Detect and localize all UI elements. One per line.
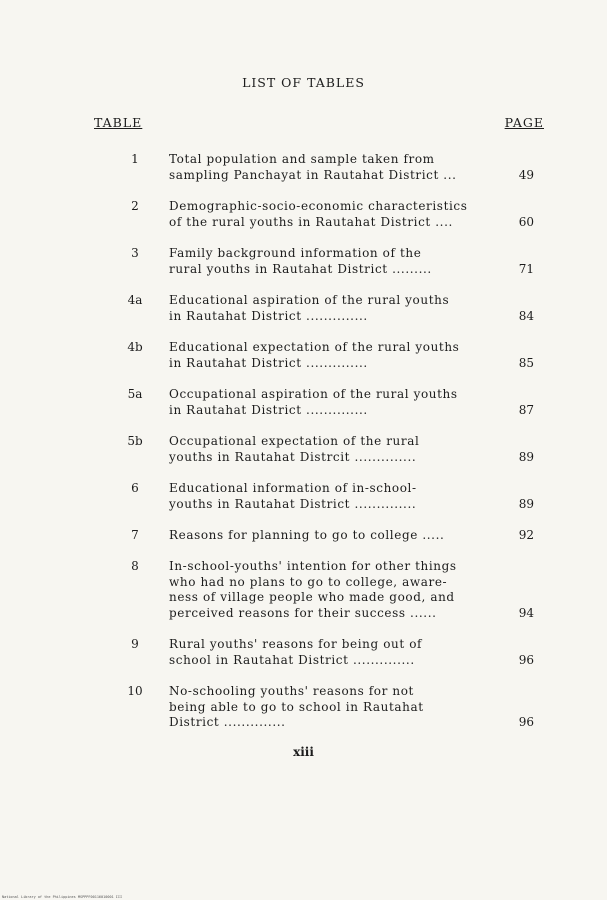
table-number: 5a bbox=[127, 387, 143, 401]
table-number: 4b bbox=[127, 340, 143, 354]
table-page-number: 94 bbox=[518, 605, 534, 620]
table-page-number: 96 bbox=[518, 652, 534, 667]
table-title-line: in Rautahat District .............. bbox=[169, 402, 368, 417]
table-title bbox=[169, 559, 489, 621]
table-number: 1 bbox=[131, 152, 139, 166]
table-title-line: youths in Rautahat District .............. bbox=[169, 496, 417, 511]
table-title-line: being able to go to school in Rautahat bbox=[169, 699, 424, 714]
table-page-number: 89 bbox=[518, 449, 534, 464]
table-title-line: youths in Rautahat Distrcit .............. bbox=[169, 449, 417, 464]
table-page-number: 89 bbox=[518, 496, 534, 511]
table-page-number: 49 bbox=[518, 167, 534, 182]
table-title bbox=[169, 481, 489, 512]
table-page-number: 71 bbox=[518, 261, 534, 276]
table-title-line: in Rautahat District .............. bbox=[169, 355, 368, 370]
table-title-line: ness of village people who made good, and bbox=[169, 590, 455, 604]
table-title-line: Total population and sample taken from bbox=[169, 152, 435, 166]
page-column-header: PAGE bbox=[504, 115, 544, 130]
table-page-number: 96 bbox=[518, 715, 534, 729]
table-title-line: In-school-youths' intention for other things bbox=[169, 559, 457, 573]
table-title-line: rural youths in Rautahat District ......... bbox=[169, 261, 432, 276]
table-title bbox=[169, 152, 489, 183]
table-title-line: school in Rautahat District .............. bbox=[169, 652, 415, 667]
table-title bbox=[169, 637, 489, 668]
table-title-line: Occupational expectation of the rural bbox=[169, 434, 420, 448]
table-title-line: of the rural youths in Rautahat District .... bbox=[169, 214, 453, 229]
table-title bbox=[169, 684, 489, 731]
table-title-line: Demographic-socio-economic characteristics bbox=[169, 199, 468, 213]
table-title bbox=[169, 246, 489, 277]
table-title-line: District .............. bbox=[169, 715, 286, 729]
table-title-line: Educational information of in-school- bbox=[169, 481, 417, 495]
table-title-line: perceived reasons for their success ...... bbox=[169, 605, 437, 620]
table-title bbox=[169, 293, 489, 324]
table-page-number: 87 bbox=[518, 402, 534, 417]
table-number: 10 bbox=[127, 684, 143, 698]
table-page-number: 85 bbox=[518, 355, 534, 370]
table-title bbox=[169, 199, 489, 230]
table-title-line: in Rautahat District .............. bbox=[169, 308, 368, 323]
table-title bbox=[169, 340, 489, 371]
table-page-number: 84 bbox=[518, 308, 534, 323]
table-title-line: Educational expectation of the rural youths bbox=[169, 340, 460, 354]
table-title-line: Family background information of the bbox=[169, 246, 422, 260]
table-title bbox=[169, 387, 489, 418]
table-title-line: Educational aspiration of the rural youths bbox=[169, 293, 450, 307]
table-page-number: 92 bbox=[518, 528, 534, 542]
page-title: LIST OF TABLES bbox=[242, 75, 365, 90]
table-number: 2 bbox=[131, 199, 139, 213]
table-title-line: sampling Panchayat in Rautahat District ... bbox=[169, 167, 457, 182]
table-number: 4a bbox=[127, 293, 143, 307]
table-column-header: TABLE bbox=[94, 115, 143, 130]
table-number: 7 bbox=[131, 528, 139, 542]
table-number: 8 bbox=[131, 559, 139, 573]
table-number: 6 bbox=[131, 481, 139, 495]
table-title-line: Occupational aspiration of the rural youths bbox=[169, 387, 458, 401]
table-page-number: 60 bbox=[518, 214, 534, 229]
table-title-line: who had no plans to go to college, aware- bbox=[169, 574, 448, 589]
table-title bbox=[169, 528, 489, 544]
table-title bbox=[169, 434, 489, 465]
table-number: 9 bbox=[131, 637, 139, 651]
table-title-line: Rural youths' reasons for being out of bbox=[169, 637, 423, 651]
page-number: xiii bbox=[293, 745, 314, 759]
table-title-line: No-schooling youths' reasons for not bbox=[169, 684, 414, 698]
table-number: 5b bbox=[127, 434, 143, 448]
table-title-line: Reasons for planning to go to college ..... bbox=[169, 528, 445, 542]
table-number: 3 bbox=[131, 246, 139, 260]
scan-footer: National Library of the Philippines MSPPPF00116010001 III bbox=[2, 895, 123, 899]
